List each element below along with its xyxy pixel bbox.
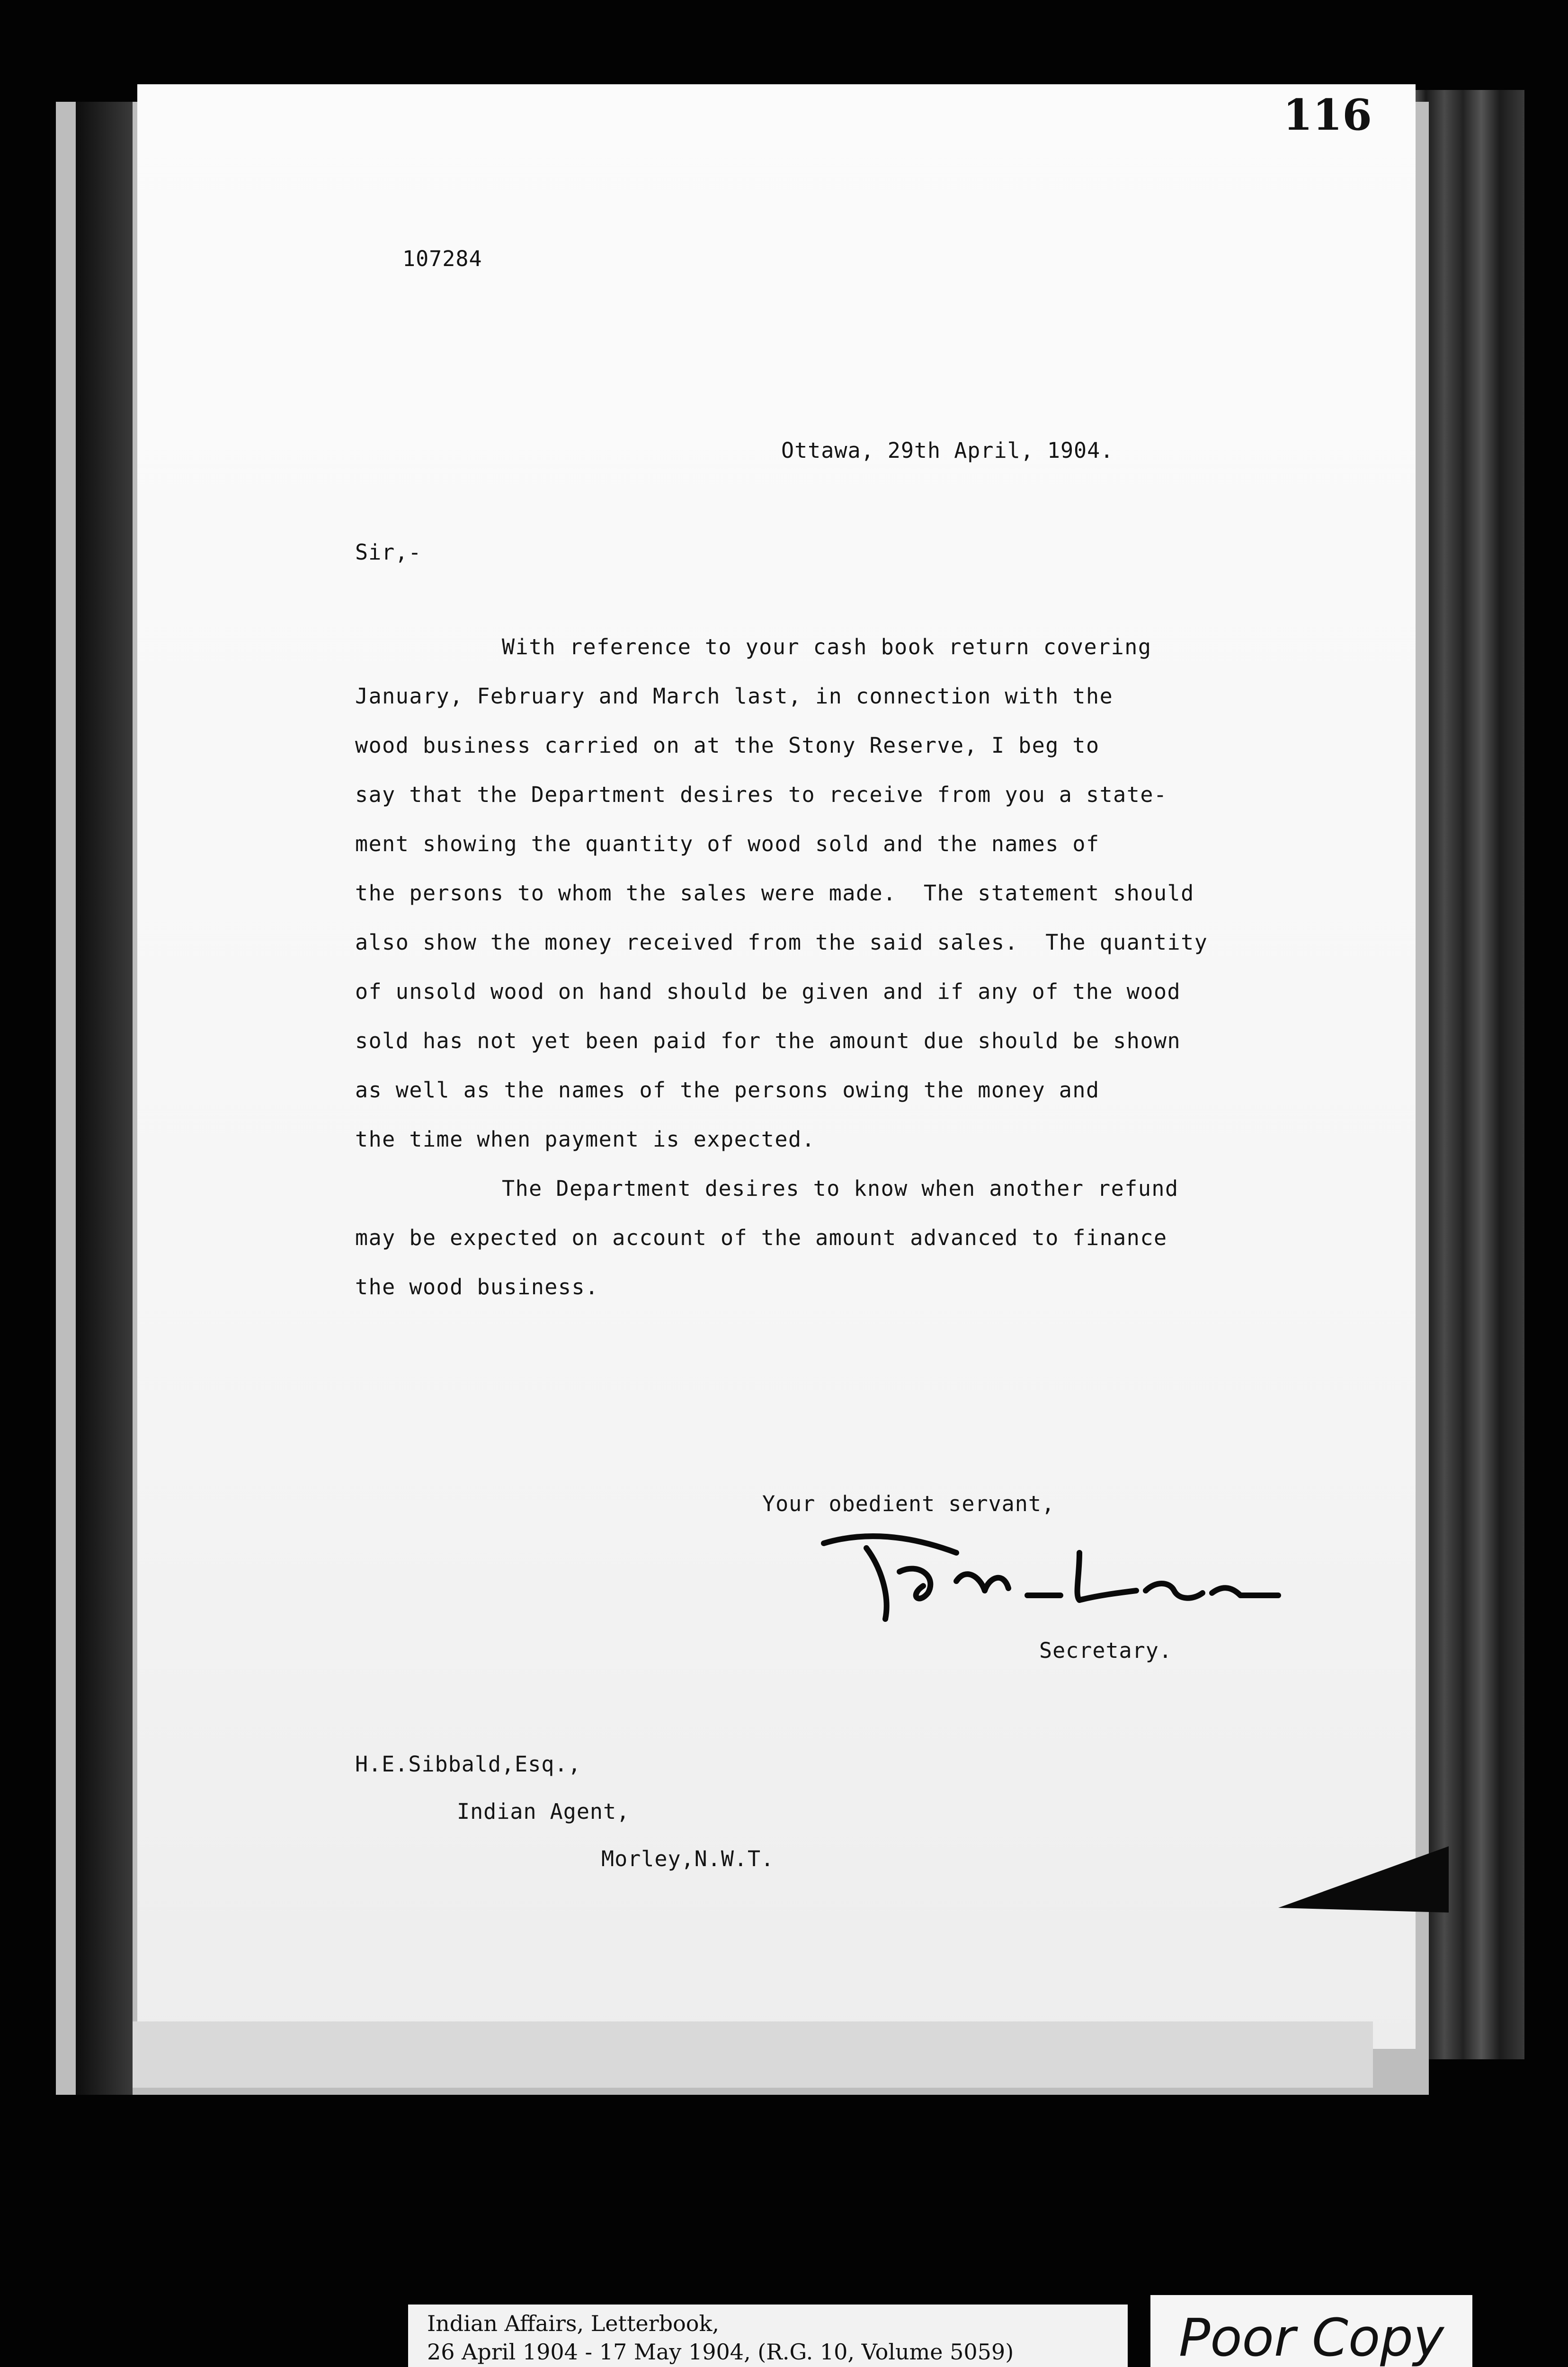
body-line: the time when payment is expected. <box>355 1127 816 1152</box>
body-line: say that the Department desires to receive from you a state- <box>355 782 1167 807</box>
page-number: 116 <box>1283 90 1372 140</box>
body-line: also show the money received from the said sales. The quantity <box>355 930 1208 955</box>
page-pointer-shadow <box>1278 1837 1449 1913</box>
body-line: sold has not yet been paid for the amount due should be shown <box>355 1028 1181 1053</box>
page-bottom-edge <box>133 2021 1373 2088</box>
body-line: as well as the names of the persons owing the money and <box>355 1077 1100 1103</box>
letter-page <box>137 84 1416 2049</box>
body-line: the persons to whom the sales were made. The statement should <box>355 881 1194 906</box>
closing: Your obedient servant, <box>762 1491 1055 1516</box>
archive-label-line2: 26 April 1904 - 17 May 1904, (R.G. 10, Volume 5059) <box>427 2339 1014 2365</box>
poor-copy-note: Poor Copy <box>1150 2295 1472 2367</box>
body-line: With reference to your cash book return covering <box>502 634 1152 659</box>
body-line: January, February and March last, in connection with the <box>355 684 1114 709</box>
addressee-position: Indian Agent, <box>457 1799 630 1824</box>
dateline: Ottawa, 29th April, 1904. <box>781 438 1114 463</box>
signer-title: Secretary. <box>1039 1638 1172 1663</box>
page-binding-shadow <box>76 102 133 2095</box>
archive-label-line1: Indian Affairs, Letterbook, <box>427 2311 719 2336</box>
body-line: ment showing the quantity of wood sold and the names of <box>355 831 1100 856</box>
body-line: The Department desires to know when another refund <box>502 1176 1179 1201</box>
archive-reference-label <box>408 2305 1128 2367</box>
addressee-name: H.E.Sibbald,Esq., <box>355 1752 581 1777</box>
file-number: 107284 <box>402 246 482 271</box>
handwritten-signature <box>814 1510 1288 1628</box>
body-line: wood business carried on at the Stony Reserve, I beg to <box>355 733 1100 758</box>
body-line: of unsold wood on hand should be given and if any of the wood <box>355 979 1181 1004</box>
addressee-location: Morley,N.W.T. <box>601 1846 775 1871</box>
body-line: may be expected on account of the amount advanced to finance <box>355 1225 1167 1250</box>
salutation: Sir,- <box>355 540 422 565</box>
body-line: the wood business. <box>355 1274 599 1299</box>
